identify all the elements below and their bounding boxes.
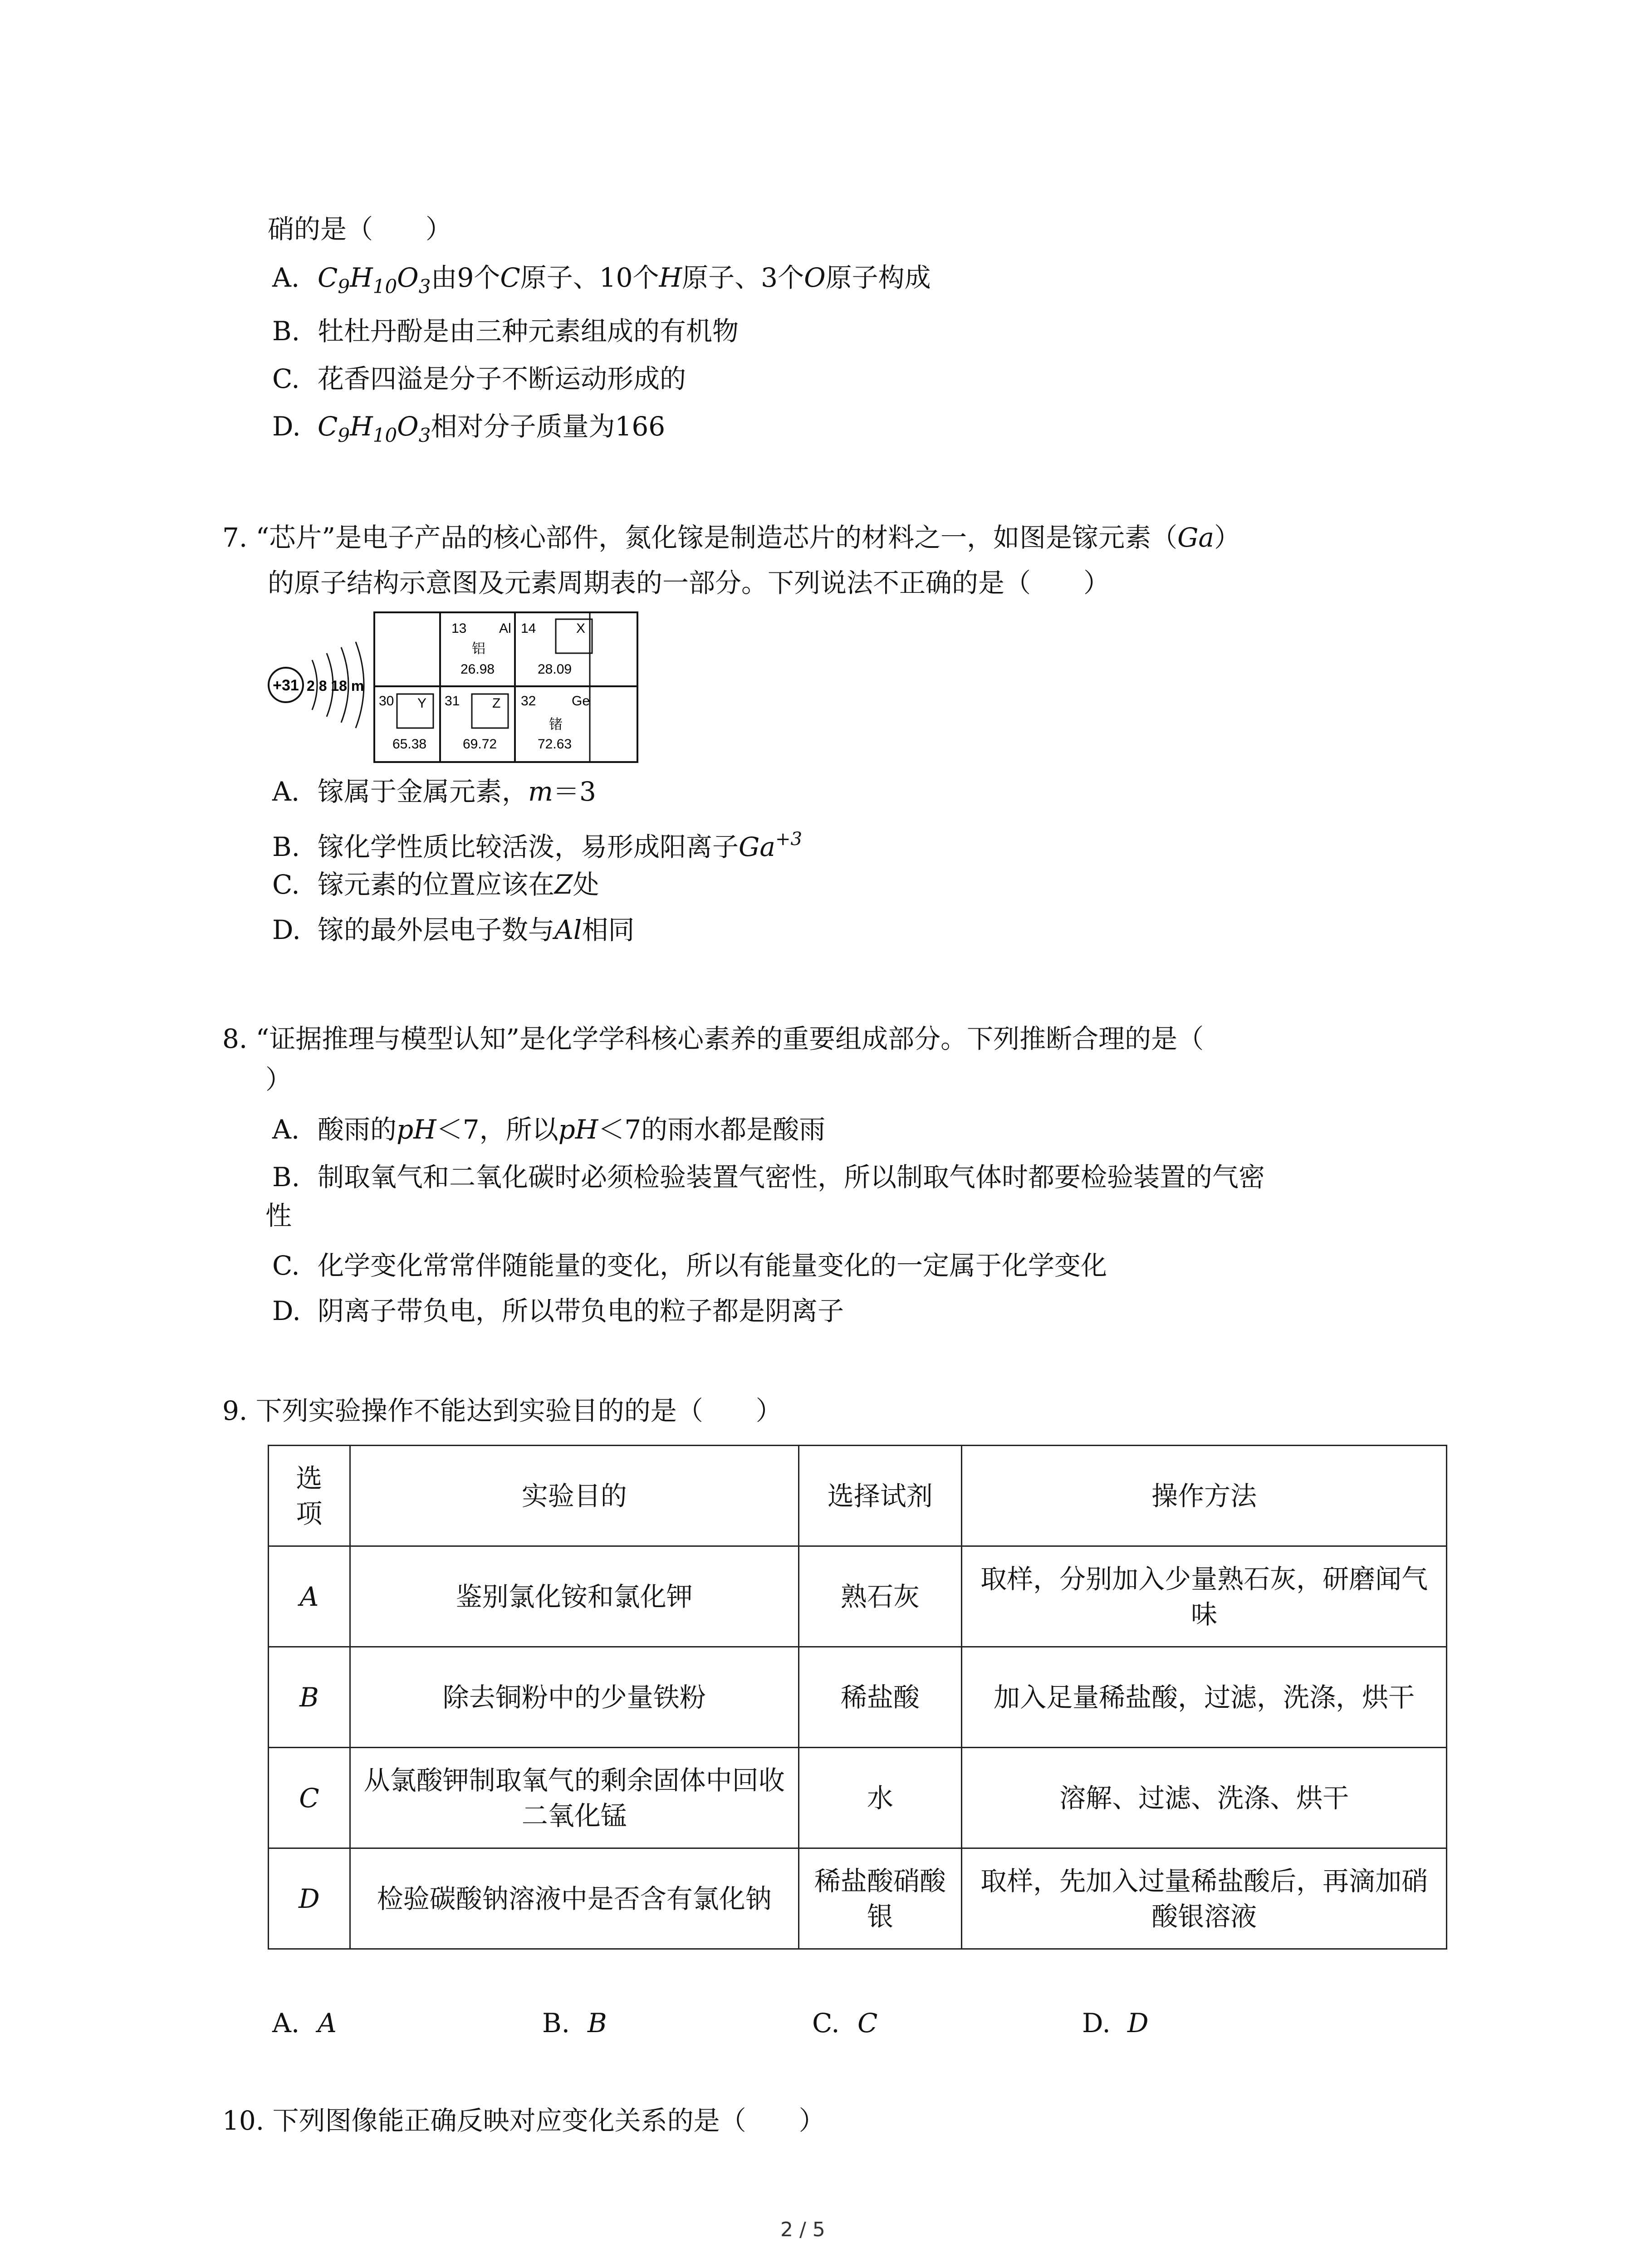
q8-option-b: B. 制取氧气和二氧化碳时必须检验装置气密性，所以制取气体时都要检验装置的气密 bbox=[272, 1162, 1265, 1193]
svg-text:Ge: Ge bbox=[572, 694, 590, 709]
q7-option-a: A. 镓属于金属元素，m＝3 bbox=[272, 776, 596, 807]
atom-structure-and-periodic-table-figure bbox=[259, 610, 640, 773]
q7-stem-line2: 的原子结构示意图及元素周期表的一部分。下列说法不正确的是（ ） bbox=[268, 567, 1110, 598]
table-row: D 检验碳酸钠溶液中是否含有氯化钠 稀盐酸硝酸银 取样，先加入过量稀盐酸后，再滴加硝酸银溶液 bbox=[269, 1848, 1447, 1949]
q6-option-c: C. 花香四溢是分子不断运动形成的 bbox=[272, 363, 686, 394]
q7-option-d: D. 镓的最外层电子数与Al相同 bbox=[272, 914, 635, 945]
q8-option-a: A. 酸雨的pH＜7，所以pH＜7的雨水都是酸雨 bbox=[272, 1114, 826, 1145]
svg-text:72.63: 72.63 bbox=[538, 737, 572, 752]
q8-stem-line1: 8. “证据推理与模型认知”是化学学科核心素养的重要组成部分。下列推断合理的是（ bbox=[222, 1023, 1204, 1054]
cell-y bbox=[379, 694, 433, 752]
cell-ge bbox=[521, 694, 590, 752]
svg-text:Y: Y bbox=[417, 696, 427, 711]
svg-text:Al: Al bbox=[499, 621, 511, 636]
q7-stem-line1: 7. “芯片”是电子产品的核心部件，氮化镓是制造芯片的材料之一，如图是镓元素（Ga） bbox=[222, 522, 1241, 553]
table-row: A 鉴别氯化铵和氯化钾 熟石灰 取样，分别加入少量熟石灰，研磨闻气味 bbox=[269, 1546, 1447, 1647]
q8-option-d: D. 阴离子带负电，所以带负电的粒子都是阴离子 bbox=[272, 1295, 844, 1326]
table-row: B 除去铜粉中的少量铁粉 稀盐酸 加入足量稀盐酸，过滤，洗涤，烘干 bbox=[269, 1647, 1447, 1748]
header-method: 操作方法 bbox=[962, 1446, 1447, 1546]
table-header-row bbox=[269, 1446, 1447, 1546]
q6-option-a: A. $C_9H_{10}O_3$由9个C原子、10个H原子、3个O原子构成 bbox=[272, 262, 931, 298]
q9-answer-d: D. D bbox=[1082, 2008, 1149, 2038]
svg-text:32: 32 bbox=[521, 694, 536, 709]
q9-answer-b: B. B bbox=[542, 2008, 607, 2038]
svg-text:31: 31 bbox=[445, 694, 460, 709]
svg-text:Z: Z bbox=[492, 696, 501, 711]
q9-answer-a: A. A bbox=[272, 2008, 337, 2038]
table-row: C 从氯酸钾制取氧气的剩余固体中回收二氧化锰 水 溶解、过滤、洗涤、烘干 bbox=[269, 1748, 1447, 1848]
q7-option-b: B. 镓化学性质比较活泼，易形成阳离子$Ga^{+3}$ bbox=[272, 829, 802, 862]
experiment-table bbox=[268, 1445, 1447, 1950]
svg-text:65.38: 65.38 bbox=[392, 737, 427, 752]
q6-stem-tail: 硝的是（ ） bbox=[268, 214, 452, 244]
page-number: 2 / 5 bbox=[780, 2218, 825, 2241]
svg-text:13: 13 bbox=[451, 621, 467, 636]
svg-text:69.72: 69.72 bbox=[463, 737, 497, 752]
cell-al bbox=[451, 621, 511, 677]
cell-z bbox=[445, 694, 508, 752]
q8-option-b-wrap: 性 bbox=[265, 1200, 292, 1231]
svg-text:X: X bbox=[576, 621, 586, 636]
q6-option-b: B. 牡杜丹酚是由三种元素组成的有机物 bbox=[272, 316, 739, 347]
header-goal: 实验目的 bbox=[350, 1446, 798, 1546]
q6-option-d: D. $C_9H_{10}O_3$相对分子质量为166 bbox=[272, 411, 666, 446]
q9-answer-c: C. C bbox=[812, 2008, 878, 2038]
svg-text:28.09: 28.09 bbox=[538, 662, 572, 677]
svg-text:26.98: 26.98 bbox=[460, 662, 495, 677]
q7-option-c: C. 镓元素的位置应该在Z处 bbox=[272, 869, 599, 900]
svg-text:30: 30 bbox=[379, 694, 394, 709]
q9-stem: 9. 下列实验操作不能达到实验目的的是（ ） bbox=[222, 1395, 782, 1426]
svg-text:锗: 锗 bbox=[549, 717, 563, 733]
header-reagent: 选择试剂 bbox=[798, 1446, 962, 1546]
q8-stem-line2: ） bbox=[265, 1064, 292, 1095]
svg-text:14: 14 bbox=[521, 621, 536, 636]
svg-text:铝: 铝 bbox=[472, 641, 485, 657]
header-option: 选 项 bbox=[269, 1446, 350, 1546]
electron-shells: 2 8 18 m bbox=[307, 678, 364, 694]
cell-x bbox=[521, 619, 592, 677]
q10-stem: 10. 下列图像能正确反映对应变化关系的是（ ） bbox=[222, 2105, 825, 2136]
q8-option-c: C. 化学变化常常伴随能量的变化，所以有能量变化的一定属于化学变化 bbox=[272, 1250, 1107, 1281]
nucleus-charge: +31 bbox=[273, 677, 299, 694]
